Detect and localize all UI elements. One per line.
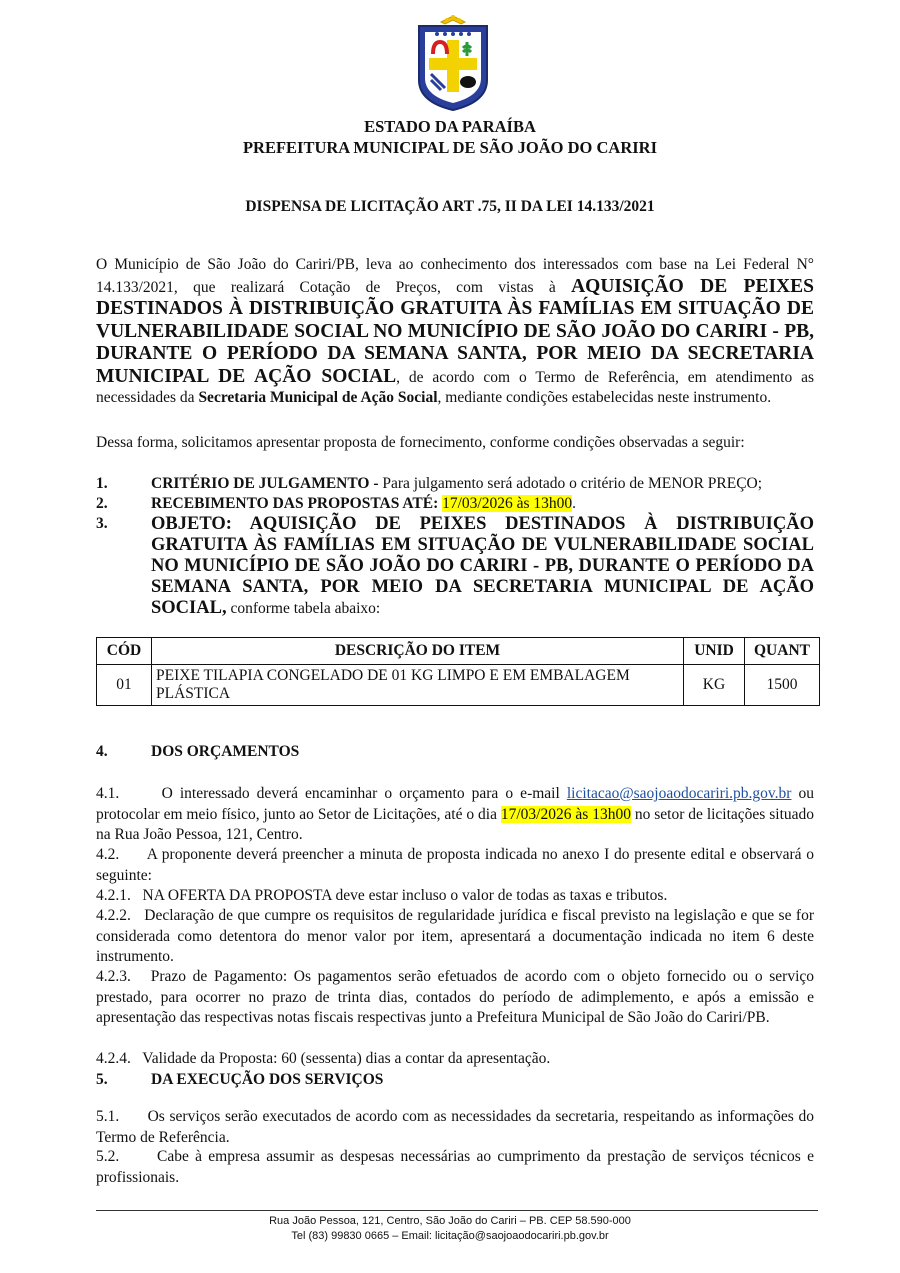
header-city-hall: PREFEITURA MUNICIPAL DE SÃO JOÃO DO CARIRI (242, 138, 658, 157)
paragraph-4-2-1 (96, 886, 814, 907)
paragraph-4-2-2 (96, 906, 814, 968)
section-title: DA EXECUÇÃO DOS SERVIÇOS (151, 1071, 384, 1088)
footer-contact: Tel (83) 99830 0665 – Email: licitação@saojoaodocariri.pb.gov.br (291, 1230, 609, 1242)
table-row (97, 665, 820, 706)
table-cell-quantity: 1500 (745, 665, 820, 706)
intro-paragraph (96, 255, 814, 409)
paragraph-text: O interessado deverá encaminhar o orçamento para o e-mail (161, 785, 560, 802)
intro-request: Dessa forma, solicitamos apresentar proposta de fornecimento, conforme condições observadas a seguir: (96, 434, 745, 451)
paragraph-4-2-4 (96, 1049, 814, 1070)
header-state: ESTADO DA PARAÍBA (364, 117, 536, 136)
paragraph-number: 4.2.4. (96, 1050, 131, 1067)
paragraph-number: 4.1. (96, 785, 120, 802)
section-number: 4. (96, 743, 108, 760)
document-title: DISPENSA DE LICITAÇÃO ART .75, II DA LEI 14.133/2021 (245, 198, 655, 215)
list-item-label: OBJETO: AQUISIÇÃO DE PEIXES DESTINADOS À DISTRIBUIÇÃO GRATUITA ÀS FAMÍLIAS EM SITUAÇÃO DE VULNERABILIDADE SOCIAL NO MUNICÍPIO DE SÃO JOÃO DO CARIRI - PB, DURANTE O PERÍODO DA SEMANA SANTA, POR MEIO DA SECRETARIA MUNICIPAL DE AÇÃO SOCIAL, (151, 514, 814, 618)
table-header-cell: QUANT (745, 638, 820, 665)
table-cell-code: 01 (97, 665, 152, 706)
paragraph-number: 5.1. (96, 1108, 120, 1125)
paragraph-number: 4.2. (96, 846, 120, 863)
deadline-highlight: 17/03/2026 às 13h00 (442, 495, 573, 512)
paragraph-text: no setor de licitações situado na Rua João Pessoa, 121, Centro. (96, 805, 815, 843)
list-item-label: CRITÉRIO DE JULGAMENTO - (151, 475, 379, 492)
section-number: 5. (96, 1071, 108, 1088)
deadline-highlight: 17/03/2026 às 13h00 (500, 805, 631, 823)
table-header-cell: DESCRIÇÃO DO ITEM (152, 638, 684, 665)
paragraph-4-2 (96, 845, 814, 886)
list-item-number: 3. (96, 515, 108, 532)
items-table (96, 637, 820, 706)
section-title: DOS ORÇAMENTOS (151, 743, 300, 760)
paragraph-5-2 (96, 1147, 814, 1188)
paragraph-4-2-3 (96, 967, 814, 1029)
footer-divider (96, 1210, 818, 1211)
intro-secretaria-bold: Secretaria Municipal de Ação Social (198, 389, 438, 406)
list-item-3 (96, 514, 814, 619)
paragraph-text: NA OFERTA DA PROPOSTA deve estar incluso o valor de todas as taxas e tributos. (142, 887, 668, 904)
paragraph-4-1 (96, 784, 814, 846)
paragraph-text: Prazo de Pagamento: Os pagamentos serão efetuados de acordo com o objeto fornecido ou o serviço prestado, para ocorrer no prazo de trinta dias, contados do período de adimplemento, e após a emissão e apresentação das respectivas notas fiscais respectivas junto a Prefeitura Municipal de São João do Cariri/PB. (96, 968, 815, 1026)
email-link[interactable]: licitacao@saojoaodocariri.pb.gov.br (566, 785, 792, 802)
paragraph-text: ou protocolar em meio físico, junto ao Setor de Licitações, até o dia (96, 785, 814, 823)
intro-text-a: O Município de São João do Cariri/PB, leva ao conhecimento dos interessados com base na Lei Federal N° 14.133/2021, que realizará Cotação de Preços, com vistas à (96, 256, 814, 296)
paragraph-number: 4.2.2. (96, 907, 131, 924)
table-header-row (97, 638, 820, 665)
list-item-after: . (572, 495, 577, 512)
table-cell-description: PEIXE TILAPIA CONGELADO DE 01 KG LIMPO E EM EMBALAGEM PLÁSTICA (152, 665, 684, 706)
paragraph-number: 4.2.3. (96, 968, 131, 985)
paragraph-text: Cabe à empresa assumir as despesas necessárias ao cumprimento da prestação de serviços técnicos e profissionais. (96, 1148, 815, 1186)
list-item-text: Para julgamento será adotado o critério de MENOR PREÇO; (378, 475, 763, 492)
table-header-cell: UNID (684, 638, 745, 665)
section-4-heading (96, 743, 300, 761)
paragraph-5-1 (96, 1107, 814, 1148)
list-item-2 (96, 494, 814, 514)
municipal-crest-icon (413, 14, 493, 112)
intro-object-bold: AQUISIÇÃO DE PEIXES DESTINADOS À DISTRIBUIÇÃO GRATUITA ÀS FAMÍLIAS EM SITUAÇÃO DE VULNERABILIDADE SOCIAL NO MUNICÍPIO DE SÃO JOÃO DO CARIRI - PB, DURANTE O PERÍODO DA SEMANA SANTA, POR MEIO DA SECRETARIA MUNICIPAL DE AÇÃO SOCIAL (96, 275, 814, 387)
paragraph-number: 5.2. (96, 1148, 120, 1165)
list-item-number: 2. (96, 495, 108, 512)
paragraph-text: Validade da Proposta: 60 (sessenta) dias a contar da apresentação. (142, 1050, 551, 1067)
intro-text-c: , mediante condições estabelecidas neste instrumento. (437, 389, 772, 406)
paragraph-text: Declaração de que cumpre os requisitos de regularidade jurídica e fiscal previsto na legislação e que se for considerada como detentora do menor valor por item, apresentará a documentação indicada no item 6 deste instrumento. (96, 907, 814, 965)
paragraph-number: 4.2.1. (96, 887, 131, 904)
paragraph-text: A proponente deverá preencher a minuta de proposta indicada no anexo I do presente edital e observará o seguinte: (96, 846, 814, 884)
list-item-text: conforme tabela abaixo: (226, 600, 381, 617)
list-item-1 (96, 474, 814, 494)
table-header-cell: CÓD (97, 638, 152, 665)
paragraph-text: Os serviços serão executados de acordo com as necessidades da secretaria, respeitando as informações do Termo de Referência. (96, 1108, 814, 1146)
footer-address: Rua João Pessoa, 121, Centro, São João do Cariri – PB. CEP 58.590-000 (269, 1215, 631, 1227)
table-cell-unit: KG (684, 665, 745, 706)
section-5-heading (96, 1071, 384, 1089)
intro-text-b: , de acordo com o Termo de Referência, em atendimento as necessidades da (96, 368, 814, 406)
list-item-number: 1. (96, 475, 108, 492)
list-item-label: RECEBIMENTO DAS PROPOSTAS ATÉ: (151, 495, 439, 512)
